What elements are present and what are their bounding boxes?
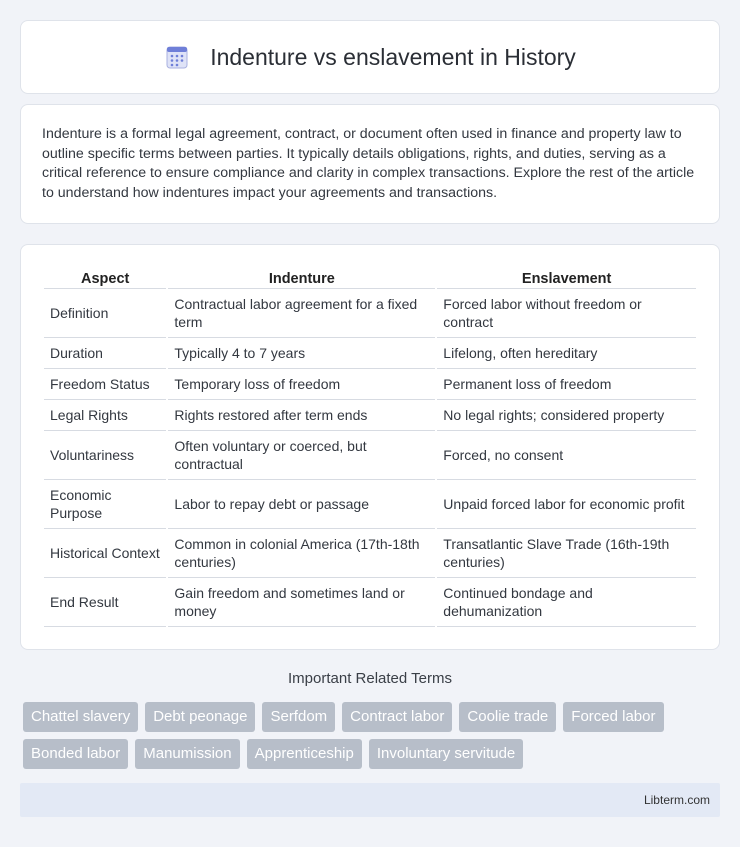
comparison-table-card xyxy=(20,244,720,650)
table-row xyxy=(44,529,696,578)
related-term-tag[interactable]: Chattel slavery xyxy=(23,702,138,732)
footer-brand-link[interactable]: Libterm.com xyxy=(643,793,710,807)
cell-enslavement: Unpaid forced labor for economic profit xyxy=(437,480,696,529)
table-row xyxy=(44,289,696,338)
related-terms-title: Important Related Terms xyxy=(288,670,452,687)
cell-aspect: End Result xyxy=(44,578,166,627)
table-row xyxy=(44,338,696,369)
related-term-tag[interactable]: Contract labor xyxy=(342,702,452,732)
cell-indenture: Contractual labor agreement for a fixed term xyxy=(168,289,435,338)
related-terms-list xyxy=(23,702,723,769)
page-title: Indenture vs enslavement in History xyxy=(210,43,576,70)
cell-enslavement: Lifelong, often hereditary xyxy=(437,338,696,369)
intro-card xyxy=(20,104,720,224)
title-card xyxy=(20,20,720,94)
cell-aspect: Freedom Status xyxy=(44,369,166,400)
cell-aspect: Definition xyxy=(44,289,166,338)
document-list-icon xyxy=(164,44,190,70)
cell-indenture: Often voluntary or coerced, but contractual xyxy=(168,431,435,480)
cell-aspect: Voluntariness xyxy=(44,431,166,480)
header-aspect: Aspect xyxy=(44,265,166,289)
cell-enslavement: Forced, no consent xyxy=(437,431,696,480)
table-row xyxy=(44,369,696,400)
cell-enslavement: No legal rights; considered property xyxy=(437,400,696,431)
table-row xyxy=(44,400,696,431)
cell-enslavement: Transatlantic Slave Trade (16th-19th centuries) xyxy=(437,529,696,578)
related-term-tag[interactable]: Debt peonage xyxy=(145,702,255,732)
cell-aspect: Historical Context xyxy=(44,529,166,578)
related-term-tag[interactable]: Forced labor xyxy=(563,702,663,732)
cell-indenture: Common in colonial America (17th-18th centuries) xyxy=(168,529,435,578)
cell-enslavement: Continued bondage and dehumanization xyxy=(437,578,696,627)
related-term-tag[interactable]: Bonded labor xyxy=(23,739,128,769)
table-row xyxy=(44,480,696,529)
table-row xyxy=(44,578,696,627)
related-term-tag[interactable]: Coolie trade xyxy=(459,702,556,732)
related-term-tag[interactable]: Manumission xyxy=(135,739,239,769)
cell-aspect: Duration xyxy=(44,338,166,369)
cell-indenture: Labor to repay debt or passage xyxy=(168,480,435,529)
cell-enslavement: Forced labor without freedom or contract xyxy=(437,289,696,338)
related-term-tag[interactable]: Apprenticeship xyxy=(247,739,362,769)
comparison-table xyxy=(42,265,698,627)
footer xyxy=(20,783,720,817)
cell-aspect: Economic Purpose xyxy=(44,480,166,529)
cell-aspect: Legal Rights xyxy=(44,400,166,431)
cell-enslavement: Permanent loss of freedom xyxy=(437,369,696,400)
cell-indenture: Gain freedom and sometimes land or money xyxy=(168,578,435,627)
related-term-tag[interactable]: Serfdom xyxy=(262,702,335,732)
cell-indenture: Rights restored after term ends xyxy=(168,400,435,431)
cell-indenture: Temporary loss of freedom xyxy=(168,369,435,400)
related-term-tag[interactable]: Involuntary servitude xyxy=(369,739,523,769)
cell-indenture: Typically 4 to 7 years xyxy=(168,338,435,369)
header-indenture: Indenture xyxy=(168,265,435,289)
table-row xyxy=(44,431,696,480)
intro-text: Indenture is a formal legal agreement, contract, or document often used in finance and property law to outline specific terms between parties. It typically details obligations, rights, and duties, serving as a critical reference to ensure compliance and clarity in complex transactions. Explore the rest of the article to understand how indentures impact your agreements and transactions. xyxy=(42,126,695,201)
header-enslavement: Enslavement xyxy=(437,265,696,289)
table-header-row xyxy=(44,265,696,289)
